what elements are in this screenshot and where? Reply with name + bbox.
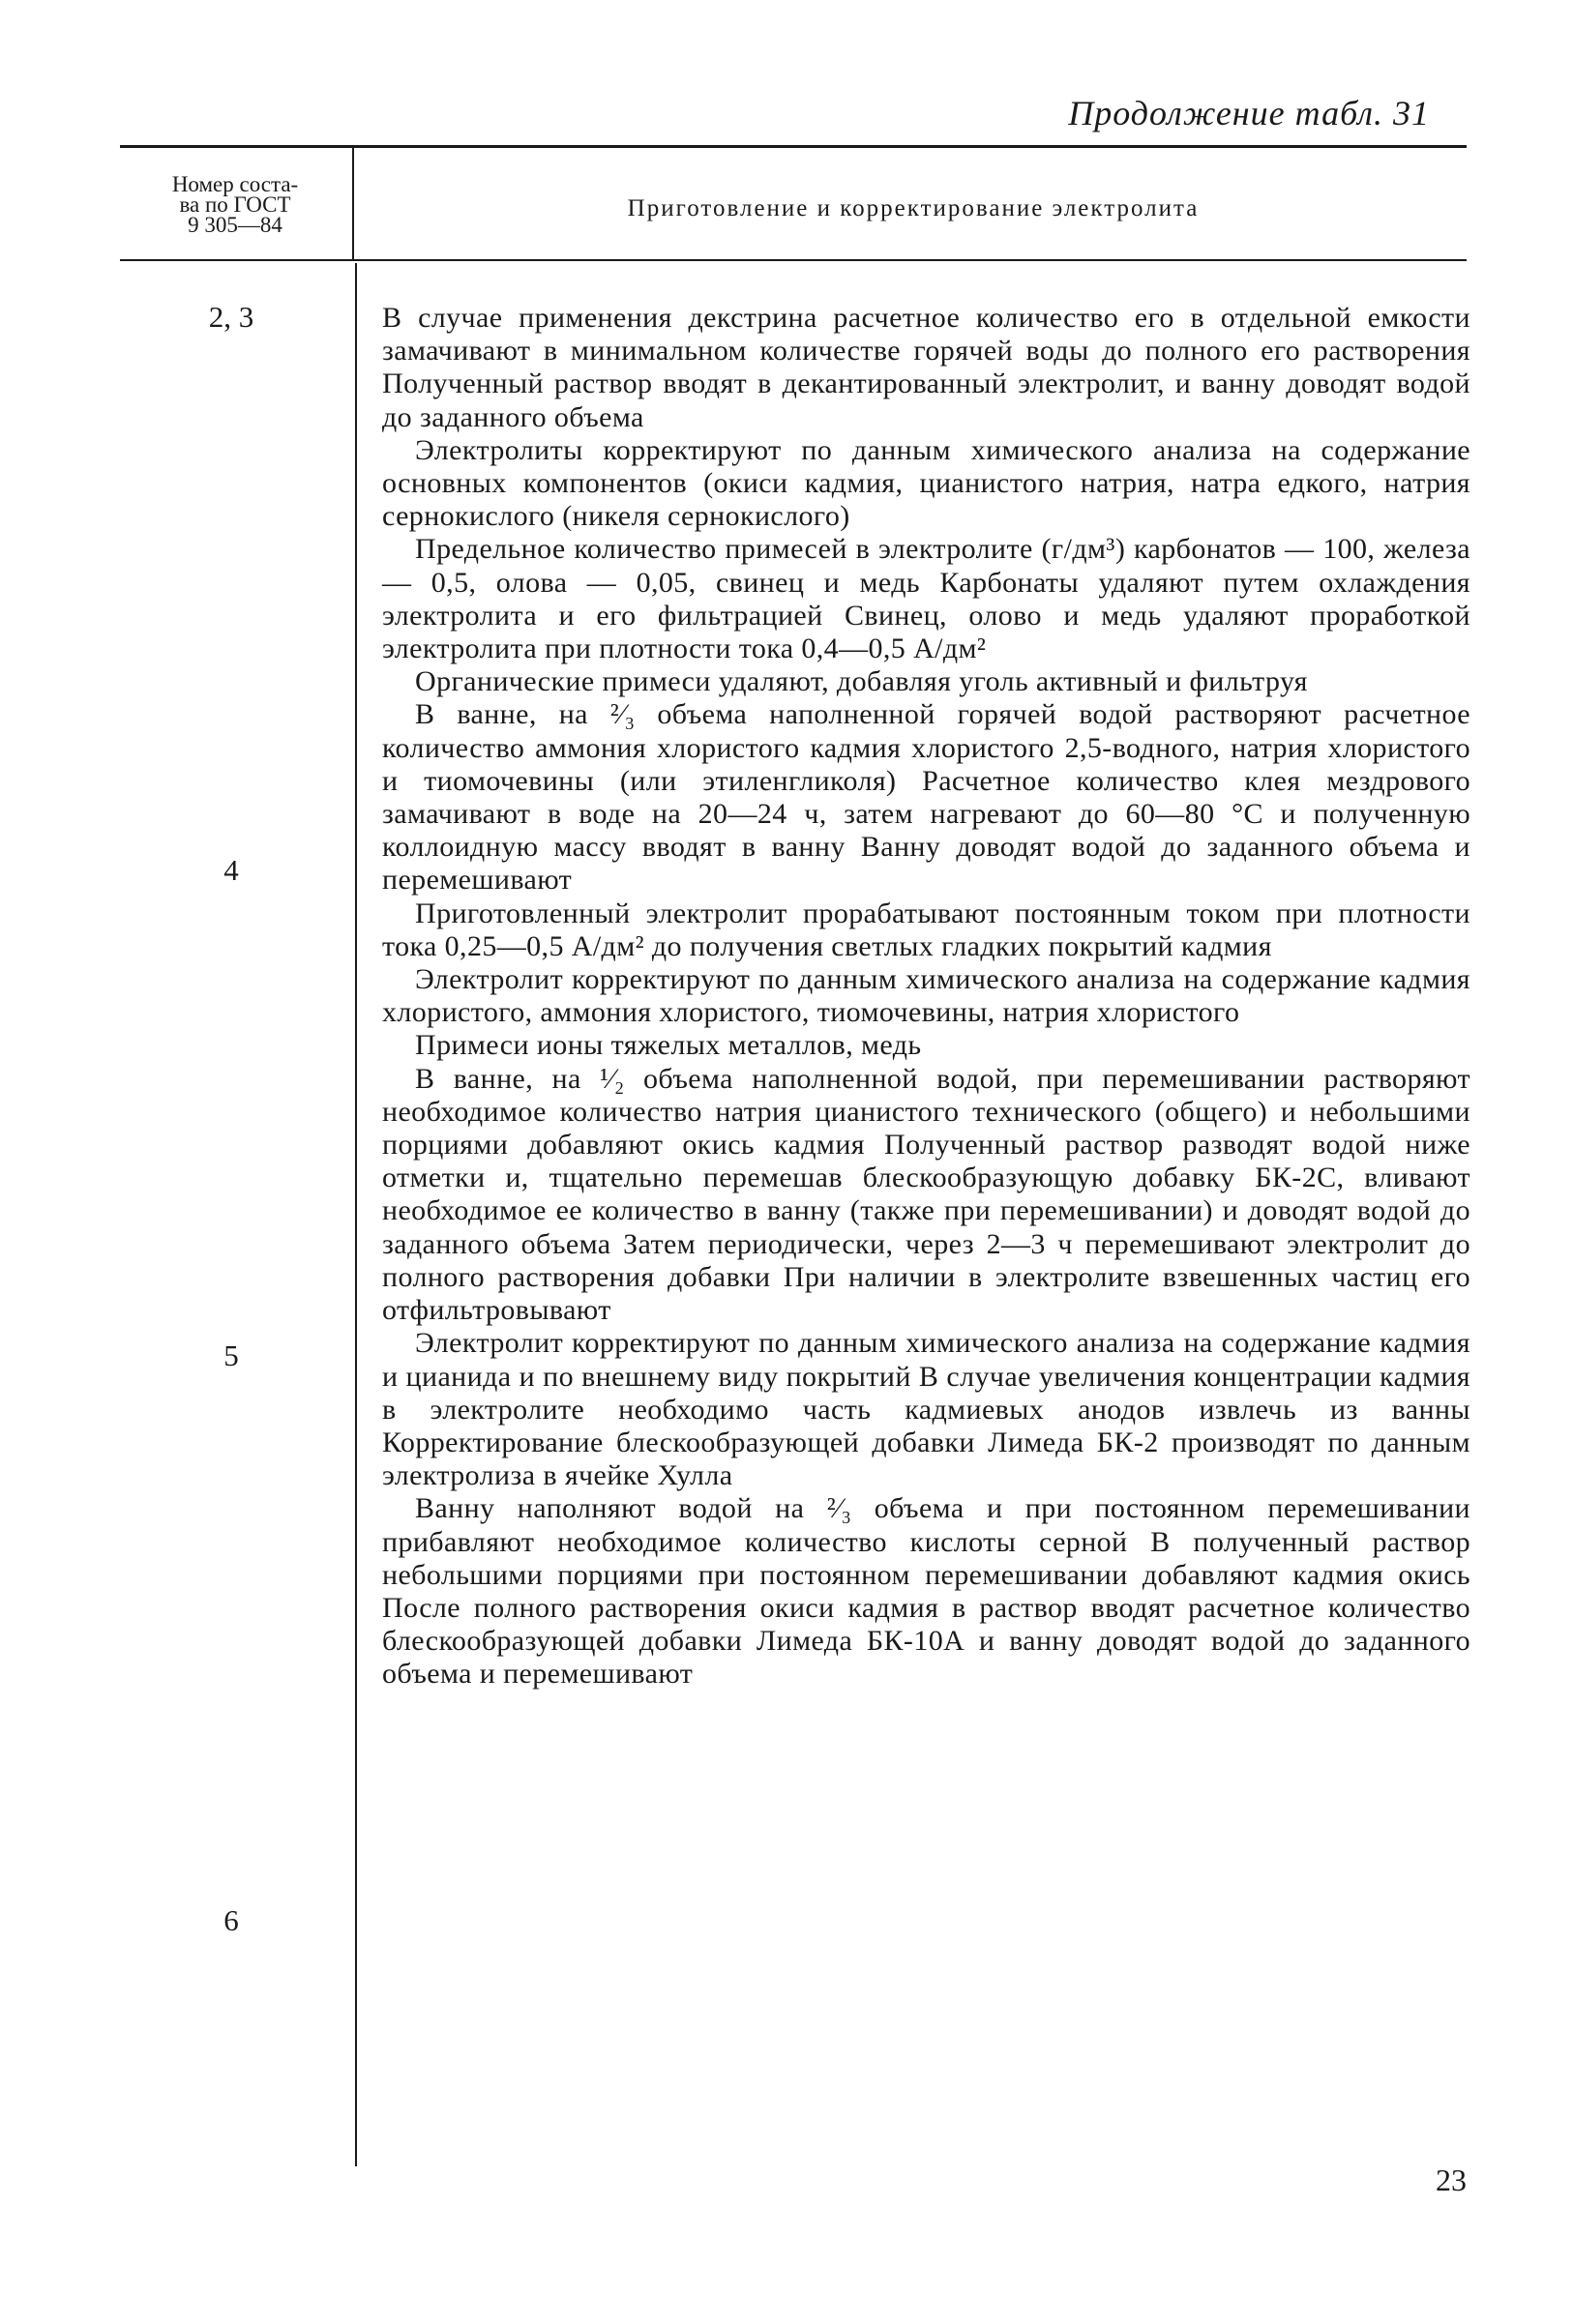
table-continuation-title: Продолжение табл. 31 [1068, 94, 1430, 132]
table-top-rule [120, 145, 1467, 148]
row-number: 6 [223, 1903, 239, 1937]
row-number: 4 [223, 853, 239, 887]
body-column-divider [355, 263, 357, 2166]
header-bottom-rule [120, 259, 1467, 261]
row-number: 5 [223, 1339, 239, 1372]
row-paragraph: В ванне, на ¹⁄₂ объема наполненной водой, при перемешивании растворяют необходимое количество натрия цианистого технического (общего) и небольшими порциями добавляют окись кадмия Полученный раствор разводят водой ниже отметки и, тщательно перемешав блескообразующую добавку БК-2С, вливают необходимое ее количество в ванну (также при перемешивании) и доводят водой до заданного объема Затем периодически, через 2—3 ч перемешивают электролит до полного растворения добавки При наличии в электролите взвешенных частиц его отфильтровывают [382, 1062, 1470, 1327]
header-composition-number-line: ва по ГОСТ [179, 192, 291, 217]
row-paragraph: Приготовленный электролит прорабатывают постоянным током при плотности тока 0,25—0,5 А/дм² до получения светлых гладких покрытий кадмия [382, 897, 1470, 962]
page-number: 23 [1436, 2162, 1467, 2197]
row-paragraph: Предельное количество примесей в электролите (г/дм³) карбонатов — 100, железа — 0,5, олова — 0,05, свинец и медь Карбонаты удаляют путем охлаждения электролита и его фильтрацией Свинец, олово и медь удаляют проработкой электролита при плотности тока 0,4—0,5 А/дм² [382, 533, 1470, 665]
header-composition-number-line: 9 305—84 [188, 213, 282, 237]
header-composition-number [120, 174, 350, 235]
header-composition-number-line: Номер соста- [171, 172, 299, 196]
row-paragraph: Органические примеси удаляют, добавляя уголь активный и фильтруя [415, 665, 1308, 698]
row-paragraph: Электролиты корректируют по данным химического анализа на содержание основных компонентов (окиси кадмия, цианистого натрия, натра едкого, натрия сернокислого (никеля сернокислого) [382, 433, 1470, 533]
row-paragraph: Ванну наполняют водой на ²⁄₃ объема и при постоянном перемешивании прибавляют необходимое количество кислоты серной В полученный раствор небольшими порциями при постоянном перемешивании добавляют кадмия окись После полного растворения окиси кадмия в раствор вводят расчетное количество блескообразующей добавки Лимеда БК-10А и ванну доводят водой до заданного объема и перемешивают [382, 1492, 1470, 1691]
row-paragraph: Электролит корректируют по данным химического анализа на содержание кадмия и цианида и по внешнему виду покрытий В случае увеличения концентрации кадмия в электролите необходимо часть кадмиевых анодов извлечь из ванны Корректирование блескообразующей добавки Лимеда БК-2 производят по данным электролиза в ячейке Хулла [382, 1327, 1470, 1492]
row-number: 2, 3 [208, 300, 254, 334]
row-paragraph: В ванне, на ²⁄₃ объема наполненной горячей водой растворяют расчетное количество аммония хлористого кадмия хлористого 2,5-водного, натрия хлористого и тиомочевины (или этиленгликоля) Расчетное количество клея мездрового замачивают в воде на 20—24 ч, затем нагревают до 60—80 °С и полученную коллоидную массу вводят в ванну Ванну доводят водой до заданного объема и перемешивают [382, 698, 1470, 897]
row-paragraph: В случае применения декстрина расчетное количество его в отдельной емкости замачивают в минимальном количестве горячей воды до полного его растворения Полученный раствор вводят в декантированный электролит, и ванну доводят водой до заданного объема [382, 302, 1470, 433]
header-preparation-title: Приготовление и корректирование электролита [627, 195, 1200, 221]
header-column-divider [352, 147, 354, 259]
row-paragraph: Примеси ионы тяжелых металлов, медь [415, 1029, 922, 1062]
row-paragraph: Электролит корректируют по данным химического анализа на содержание кадмия хлористого, аммония хлористого, тиомочевины, натрия хлористого [382, 963, 1470, 1029]
table-body-text [382, 302, 1470, 1692]
